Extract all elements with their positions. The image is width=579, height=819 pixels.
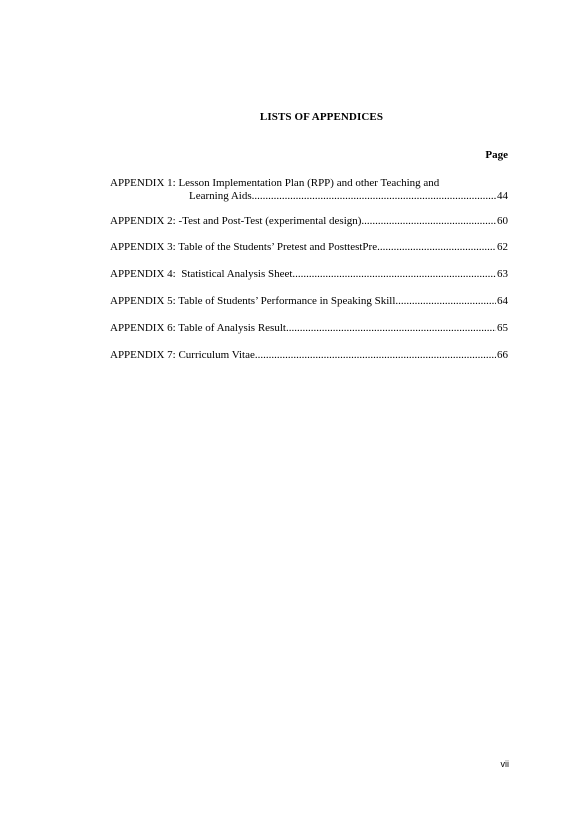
appendix-entry-1 [110, 177, 508, 203]
appendix-entry-6-page: 65 [497, 322, 508, 334]
leader-dots [252, 190, 496, 203]
appendix-entry-3 [110, 241, 508, 254]
appendix-entry-2-page: 60 [497, 215, 508, 227]
appendix-entry-2 [110, 215, 508, 228]
appendix-entry-3-page: 62 [497, 241, 508, 253]
page-column-header: Page [485, 149, 508, 161]
appendix-entry-1-title-line1: APPENDIX 1: Lesson Implementation Plan (RPP) and other Teaching and [110, 177, 440, 189]
appendix-entry-4-title: APPENDIX 4: Statistical Analysis Sheet [110, 268, 293, 280]
appendix-entry-3-title: APPENDIX 3: Table of the Students’ Pretest and PosttestPre [110, 241, 378, 253]
leader-dots [395, 295, 496, 308]
appendix-entry-6 [110, 322, 508, 335]
appendix-entry-7-title: APPENDIX 7: Curriculum Vitae [110, 349, 255, 361]
appendix-entry-4 [110, 268, 508, 281]
leader-dots [361, 215, 496, 228]
leader-dots [377, 241, 496, 254]
leader-dots [255, 349, 496, 362]
appendix-entry-1-title-line2: Learning Aids [189, 190, 252, 202]
leader-dots [292, 268, 496, 281]
appendix-entry-7 [110, 349, 508, 362]
appendix-entry-2-title: APPENDIX 2: -Test and Post-Test (experimental design) [110, 215, 362, 227]
appendix-entry-1-page: 44 [497, 190, 508, 202]
appendix-entry-7-page: 66 [497, 349, 508, 361]
appendix-entry-5-title: APPENDIX 5: Table of Students’ Performance in Speaking Skill [110, 295, 396, 307]
leader-dots [286, 322, 496, 335]
appendix-entry-4-page: 63 [497, 268, 508, 280]
appendix-entry-6-title: APPENDIX 6: Table of Analysis Result [110, 322, 286, 334]
appendix-entry-5 [110, 295, 508, 308]
page-title: LISTS OF APPENDICES [259, 111, 384, 123]
page-number: vii [500, 759, 509, 769]
appendix-entry-5-page: 64 [497, 295, 508, 307]
